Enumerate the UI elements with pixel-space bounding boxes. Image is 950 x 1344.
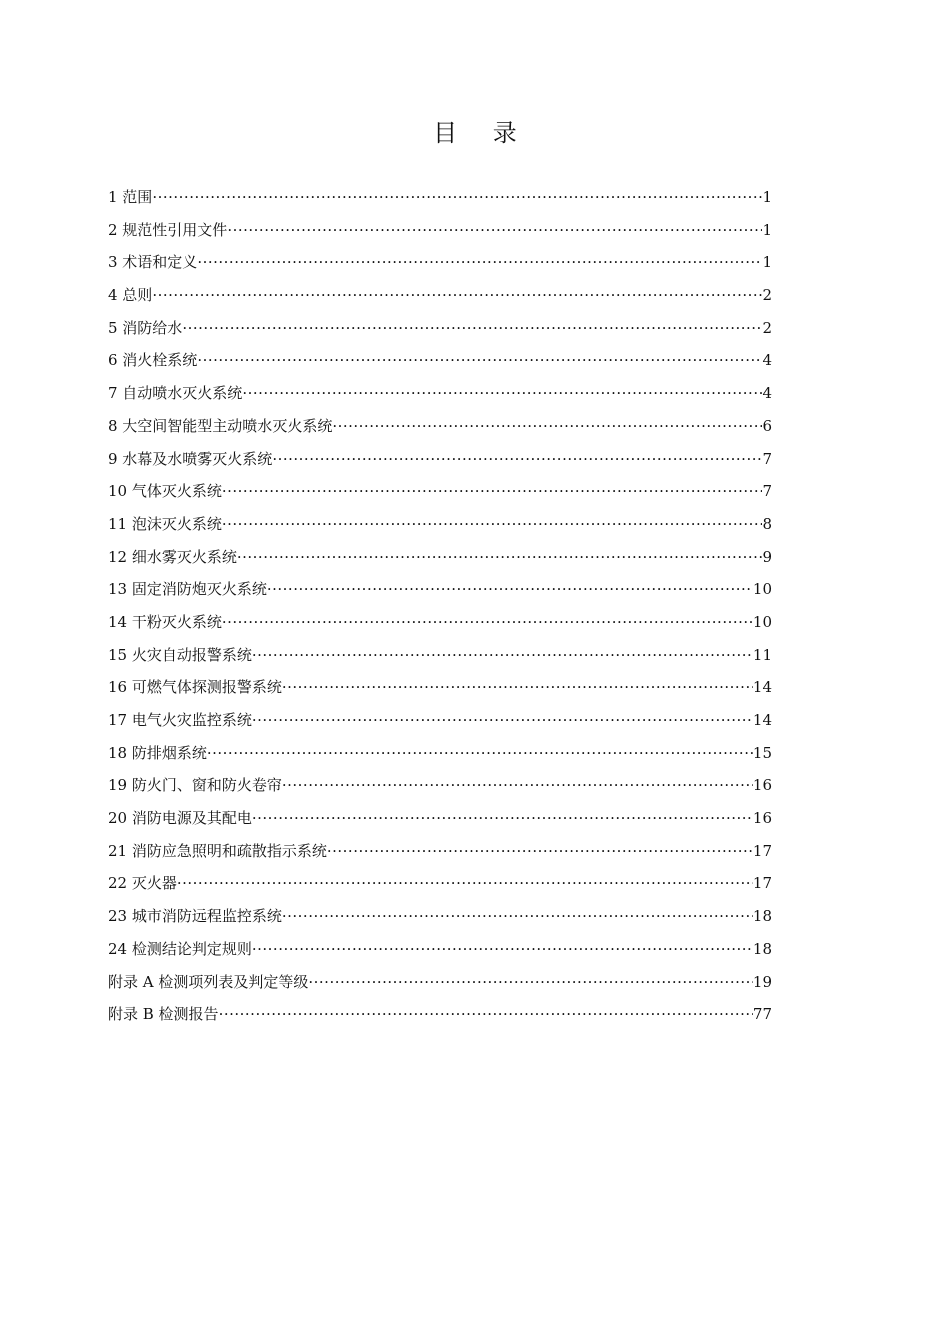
toc-leader-dots xyxy=(152,188,762,206)
toc-entry-label: 17 电气火灾监控系统 xyxy=(108,711,252,729)
toc-leader-dots xyxy=(182,319,762,337)
toc-entry xyxy=(108,284,772,317)
toc-entry xyxy=(108,807,772,840)
toc-leader-dots xyxy=(197,253,762,271)
toc-entry-label: 18 防排烟系统 xyxy=(108,743,207,762)
toc-leader-dots xyxy=(252,809,753,827)
toc-entry-label: 21 消防应急照明和疏散指示系统 xyxy=(108,841,327,860)
toc-entry-page: 1 xyxy=(762,253,772,272)
toc-entry-page: 1 xyxy=(762,220,772,239)
toc-entry-label: 5 消防给水 xyxy=(108,318,183,337)
toc-entry-label: 14 干粉灭火系统 xyxy=(108,612,222,631)
toc-entry-page: 17 xyxy=(752,841,772,860)
toc-entry-label: 15 火灾自动报警系统 xyxy=(108,645,252,664)
toc-entry-label: 16 可燃气体探测报警系统 xyxy=(108,678,282,697)
table-of-contents xyxy=(108,186,772,1036)
toc-leader-dots xyxy=(237,548,763,566)
toc-leader-dots xyxy=(242,384,762,402)
toc-entry-label: 2 规范性引用文件 xyxy=(108,220,228,239)
toc-entry-label: 12 细水雾灭火系统 xyxy=(108,547,237,566)
toc-leader-dots xyxy=(219,1005,753,1023)
toc-entry-page: 7 xyxy=(762,482,772,501)
toc-leader-dots xyxy=(282,678,753,696)
toc-leader-dots xyxy=(152,286,762,304)
page-title: 目 录 xyxy=(433,119,531,147)
toc-entry-page: 7 xyxy=(762,449,772,468)
toc-leader-dots xyxy=(252,646,753,664)
toc-entry-page: 19 xyxy=(752,972,772,991)
toc-entry xyxy=(108,742,772,775)
toc-entry-page: 4 xyxy=(762,351,772,370)
toc-leader-dots xyxy=(267,580,753,598)
toc-entry-page: 16 xyxy=(752,809,772,828)
toc-entry xyxy=(108,219,772,252)
toc-leader-dots xyxy=(332,417,762,435)
toc-entry-label: 11 泡沫灭火系统 xyxy=(108,514,222,533)
toc-entry-label: 4 总则 xyxy=(108,286,153,305)
toc-entry xyxy=(108,349,772,382)
toc-entry xyxy=(108,1003,772,1036)
toc-entry xyxy=(108,872,772,905)
toc-entry-page: 15 xyxy=(752,743,772,762)
toc-entry-label: 1 范围 xyxy=(108,188,153,206)
toc-entry xyxy=(108,644,772,677)
toc-leader-dots xyxy=(207,744,753,762)
toc-entry-label: 6 消火栓系统 xyxy=(108,351,198,370)
toc-entry xyxy=(108,382,772,415)
toc-entry xyxy=(108,546,772,579)
toc-entry xyxy=(108,840,772,873)
toc-entry-label: 附录 B 检测报告 xyxy=(108,1005,219,1024)
toc-entry-page: 2 xyxy=(762,286,772,305)
toc-entry-label: 8 大空间智能型主动喷水灭火系统 xyxy=(108,416,333,435)
toc-entry-page: 10 xyxy=(752,580,772,599)
toc-entry xyxy=(108,480,772,513)
toc-entry-page: 6 xyxy=(762,416,772,435)
toc-entry-page: 77 xyxy=(752,1005,772,1024)
toc-entry xyxy=(108,938,772,971)
toc-entry-label: 3 术语和定义 xyxy=(108,253,198,272)
toc-entry-page: 16 xyxy=(752,776,772,795)
toc-entry-label: 13 固定消防炮灭火系统 xyxy=(108,580,267,599)
toc-entry-label: 19 防火门、窗和防火卷帘 xyxy=(108,776,282,795)
toc-entry-page: 18 xyxy=(752,907,772,926)
toc-leader-dots xyxy=(272,450,762,468)
toc-entry-page: 1 xyxy=(762,188,772,206)
toc-entry xyxy=(108,676,772,709)
toc-entry-page: 18 xyxy=(752,939,772,958)
toc-leader-dots xyxy=(227,221,762,239)
toc-entry-page: 9 xyxy=(762,547,772,566)
toc-entry-label: 23 城市消防远程监控系统 xyxy=(108,907,282,926)
toc-leader-dots xyxy=(177,874,753,892)
toc-leader-dots xyxy=(222,515,763,533)
toc-entry-label: 20 消防电源及其配电 xyxy=(108,809,252,828)
toc-entry-page: 8 xyxy=(762,514,772,533)
toc-entry-label: 附录 A 检测项列表及判定等级 xyxy=(108,972,309,991)
toc-entry-label: 24 检测结论判定规则 xyxy=(108,939,252,958)
toc-leader-dots xyxy=(197,351,762,369)
toc-leader-dots xyxy=(282,776,753,794)
toc-entry-label: 9 水幕及水喷雾灭火系统 xyxy=(108,449,273,468)
toc-entry xyxy=(108,317,772,350)
toc-entry xyxy=(108,513,772,546)
toc-entry-page: 10 xyxy=(752,612,772,631)
toc-entry xyxy=(108,448,772,481)
toc-entry-page: 14 xyxy=(752,711,772,729)
toc-entry xyxy=(108,774,772,807)
toc-entry-label: 7 自动喷水灭火系统 xyxy=(108,384,243,403)
toc-entry xyxy=(108,971,772,1004)
toc-leader-dots xyxy=(308,973,753,991)
toc-entry xyxy=(108,578,772,611)
toc-entry-label: 22 灭火器 xyxy=(108,874,177,893)
toc-entry xyxy=(108,415,772,448)
toc-entry xyxy=(108,905,772,938)
toc-entry-page: 4 xyxy=(762,384,772,403)
toc-leader-dots xyxy=(252,940,753,958)
toc-entry xyxy=(108,611,772,644)
toc-entry xyxy=(108,251,772,284)
toc-leader-dots xyxy=(252,711,753,729)
toc-entry-label: 10 气体灭火系统 xyxy=(108,482,222,501)
toc-leader-dots xyxy=(222,613,753,631)
toc-entry xyxy=(108,186,772,219)
toc-entry-page: 17 xyxy=(752,874,772,893)
toc-entry-page: 14 xyxy=(752,678,772,697)
toc-leader-dots xyxy=(327,842,753,860)
toc-entry-page: 2 xyxy=(762,318,772,337)
toc-entry-page: 11 xyxy=(752,645,772,664)
toc-leader-dots xyxy=(222,482,763,500)
toc-entry xyxy=(108,709,772,742)
toc-leader-dots xyxy=(282,907,753,925)
